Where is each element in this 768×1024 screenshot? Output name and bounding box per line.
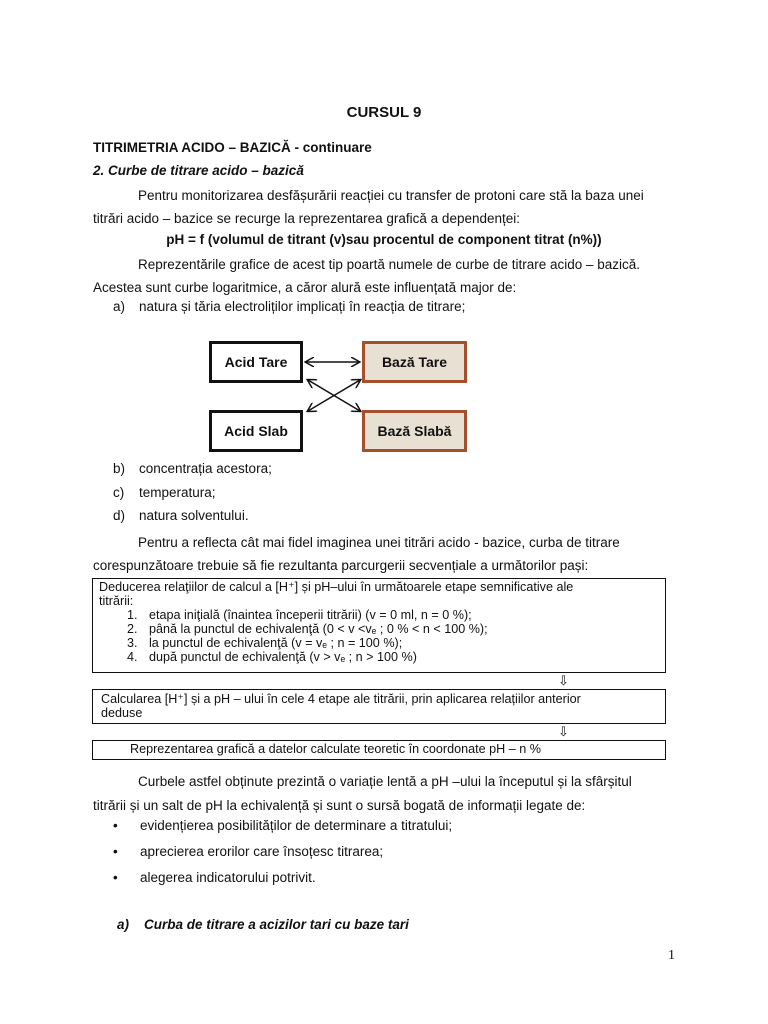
step-item (99, 622, 659, 636)
list-marker: c) (113, 485, 125, 500)
step-number: 3. (127, 636, 138, 650)
paragraph-3-line-2: corespunzătoare trebuie să fie rezultanta parcurgerii secvențiale a următorilor pași: (93, 558, 589, 573)
step-item (99, 608, 659, 622)
section-heading: TITRIMETRIA ACIDO – BAZICĂ - continuare (93, 140, 372, 155)
page-number: 1 (668, 948, 675, 963)
step-item (99, 636, 659, 650)
bullet-item (113, 818, 452, 833)
list-text: natura solventului. (139, 508, 249, 523)
steps-intro-line-2: titrării: (99, 594, 134, 608)
paragraph-1-line-2: titrări acido – bazice se recurge la reprezentarea grafică a dependenței: (93, 211, 521, 226)
step-text: până la punctul de echivalenţă (0 < v <vₑ ; 0 % < n < 100 %); (149, 622, 488, 636)
list-marker: a) (113, 299, 126, 314)
bullet-text: aprecierea erorilor care însoțesc titrarea; (140, 844, 384, 859)
paragraph-3-line-1: Pentru a reflecta cât mai fidel imaginea unei titrări acido - bazice, curba de titrare (138, 535, 620, 550)
paragraph-1-line-1: Pentru monitorizarea desfășurării reacției cu transfer de protoni care stă la baza unei (138, 188, 644, 203)
paragraph-4-line-2: titrării și un salt de pH la echivalență și sunt o sursă bogată de informații legate de: (93, 798, 586, 813)
acid-slab-box: Acid Slab (209, 410, 303, 452)
list-item (113, 461, 272, 476)
calculation-line-2: deduse (101, 706, 143, 720)
list-item (113, 508, 249, 523)
bullet-text: alegerea indicatorului potrivit. (140, 870, 316, 885)
representation-text: Reprezentarea grafică a datelor calculate teoretic în coordonate pH – n % (130, 742, 541, 756)
step-text: la punctul de echivalenţă (v = vₑ ; n = 100 %); (149, 636, 403, 650)
bullet-dot-icon: • (113, 844, 118, 859)
list-marker: d) (113, 508, 126, 523)
list-text: concentrația acestora; (139, 461, 272, 476)
section-a-heading: a) Curba de titrare a acizilor tari cu baze tari (117, 917, 409, 932)
list-item (113, 485, 216, 500)
step-number: 2. (127, 622, 138, 636)
formula: pH = f (volumul de titrant (v)sau procentul de component titrat (n%)) (166, 232, 602, 247)
list-text: temperatura; (139, 485, 216, 500)
step-text: etapa iniţială (înaintea începerii titrării) (v = 0 ml, n = 0 %); (149, 608, 472, 622)
paragraph-2-line-2: Acestea sunt curbe logaritmice, a căror alură este influențată major de: (93, 280, 517, 295)
bullet-text: evidențierea posibilităților de determinare a titratului; (140, 818, 453, 833)
bullet-dot-icon: • (113, 870, 118, 885)
calculation-line-1: Calcularea [H⁺] și a pH – ului în cele 4 etape ale titrării, prin aplicarea relațiilor anterior (101, 692, 581, 706)
representation-box (92, 740, 666, 760)
step-item (99, 650, 659, 664)
page-title: CURSUL 9 (346, 104, 422, 121)
bullet-item (113, 870, 316, 885)
acid-tare-box: Acid Tare (209, 341, 303, 383)
down-arrow-icon: ⇩ (558, 673, 569, 688)
paragraph-4-line-1: Curbele astfel obținute prezintă o variație lentă a pH –ului la începutul și la sfârșitul (138, 774, 632, 789)
baza-tare-box: Bază Tare (362, 341, 467, 383)
down-arrow-icon: ⇩ (558, 724, 569, 739)
subsection-heading: 2. Curbe de titrare acido – bazică (93, 163, 304, 178)
baza-slaba-box: Bază Slabă (362, 410, 467, 452)
list-text: natura și tăria electroliților implicați în reacția de titrare; (139, 299, 466, 314)
step-number: 1. (127, 608, 138, 622)
paragraph-2-line-1: Reprezentările grafice de acest tip poartă numele de curbe de titrare acido – bazică. (138, 257, 641, 272)
step-text: după punctul de echivalenţă (v > vₑ ; n > 100 %) (149, 650, 417, 664)
list-marker: b) (113, 461, 126, 476)
steps-intro-line-1: Deducerea relaţiilor de calcul a [H⁺] și pH–ului în următoarele etape semnificative ale (99, 580, 574, 594)
calculation-box (92, 689, 666, 724)
steps-box (92, 578, 666, 673)
step-number: 4. (127, 650, 138, 664)
bullet-dot-icon: • (113, 818, 118, 833)
diagram-arrows (0, 0, 768, 480)
bullet-item (113, 844, 383, 859)
